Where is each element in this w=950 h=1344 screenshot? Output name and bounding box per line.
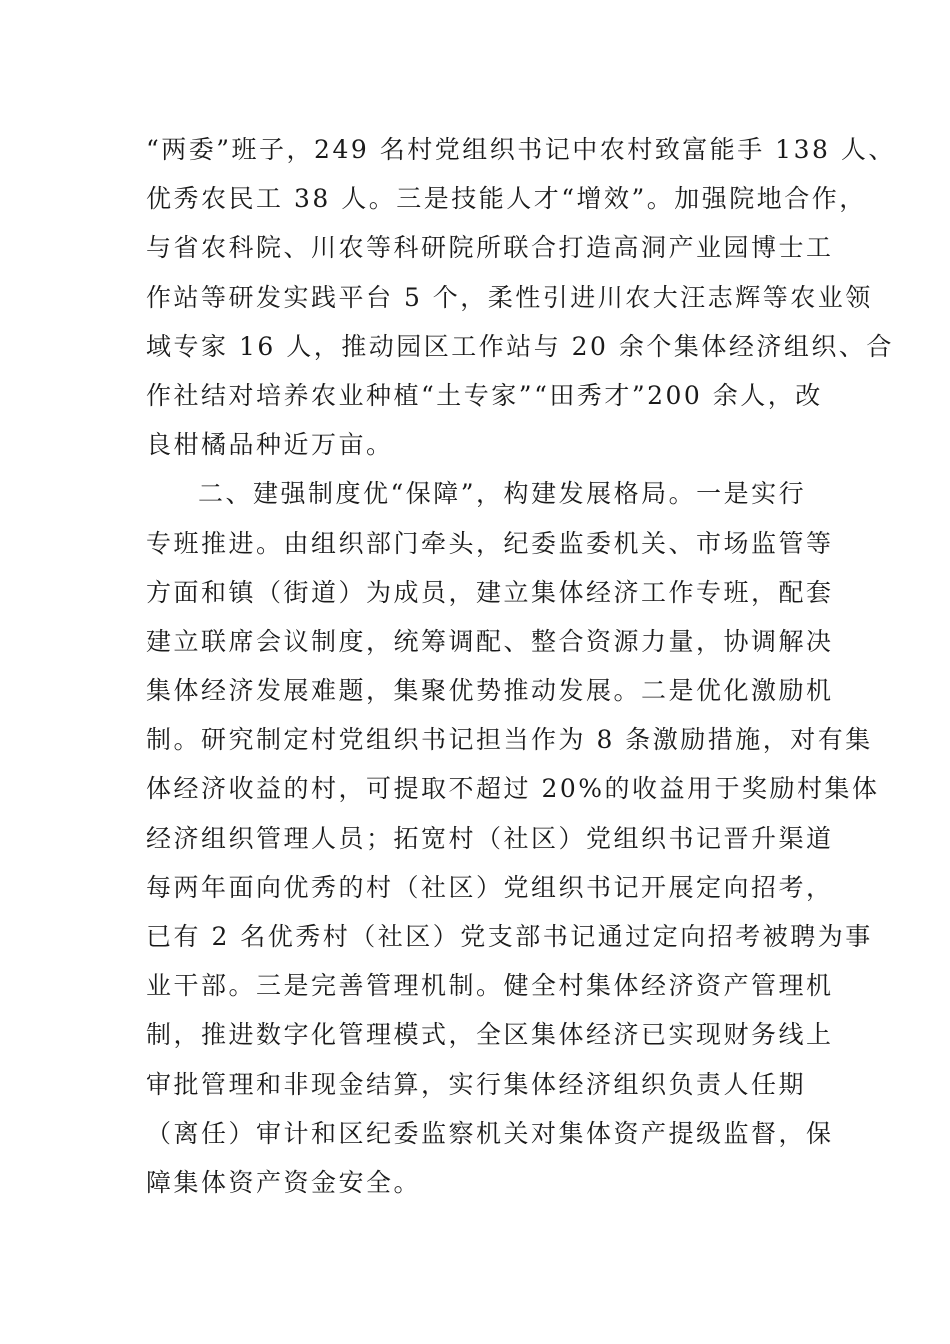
text-line: （离任）审计和区纪委监察机关对集体资产提级监督，保 bbox=[146, 1118, 834, 1148]
text-line: 已有 2 名优秀村（社区）党支部书记通过定向招考被聘为事 bbox=[146, 922, 873, 951]
text-line: 优秀农民工 38 人。三是技能人才“增效”。加强院地合作， bbox=[146, 184, 867, 214]
body-text bbox=[146, 125, 896, 1207]
text-line: 审批管理和非现金结算，实行集体经济组织负责人任期 bbox=[146, 1069, 807, 1099]
text-line: 专班推进。由组织部门牵头，纪委监委机关、市场监管等 bbox=[146, 528, 834, 558]
text-line: “两委”班子，249 名村党组织书记中农村致富能手 138 人、 bbox=[146, 135, 896, 164]
text-line: 方面和镇（街道）为成员，建立集体经济工作专班，配套 bbox=[146, 577, 834, 607]
text-line: 体经济收益的村，可提取不超过 20%的收益用于奖励村集体 bbox=[146, 774, 880, 804]
text-line: 障集体资产资金安全。 bbox=[146, 1167, 422, 1197]
text-line: 作站等研发实践平台 5 个，柔性引进川农大汪志辉等农业领 bbox=[146, 282, 873, 312]
text-line: 域专家 16 人，推动园区工作站与 20 余个集体经济组织、合 bbox=[146, 331, 894, 361]
text-line: 制，推进数字化管理模式，全区集体经济已实现财务线上 bbox=[146, 1020, 834, 1050]
text-line: 集体经济发展难题，集聚优势推动发展。二是优化激励机 bbox=[146, 676, 834, 706]
text-line: 建立联席会议制度，统筹调配、整合资源力量，协调解决 bbox=[146, 626, 834, 656]
text-line: 作社结对培养农业种植“土专家”“田秀才”200 余人，改 bbox=[146, 380, 823, 410]
text-line: 制。研究制定村党组织书记担当作为 8 条激励措施，对有集 bbox=[146, 725, 873, 755]
text-line: 与省农科院、川农等科研院所联合打造高洞产业园博士工 bbox=[146, 233, 834, 263]
text-line: 每两年面向优秀的村（社区）党组织书记开展定向招考， bbox=[146, 872, 834, 902]
paragraph-start-line: 二、建强制度优“保障”，构建发展格局。一是实行 bbox=[198, 479, 807, 509]
text-line: 良柑橘品种近万亩。 bbox=[146, 430, 394, 460]
text-line: 经济组织管理人员；拓宽村（社区）党组织书记晋升渠道 bbox=[146, 823, 834, 853]
text-line: 业干部。三是完善管理机制。健全村集体经济资产管理机 bbox=[146, 971, 834, 1001]
